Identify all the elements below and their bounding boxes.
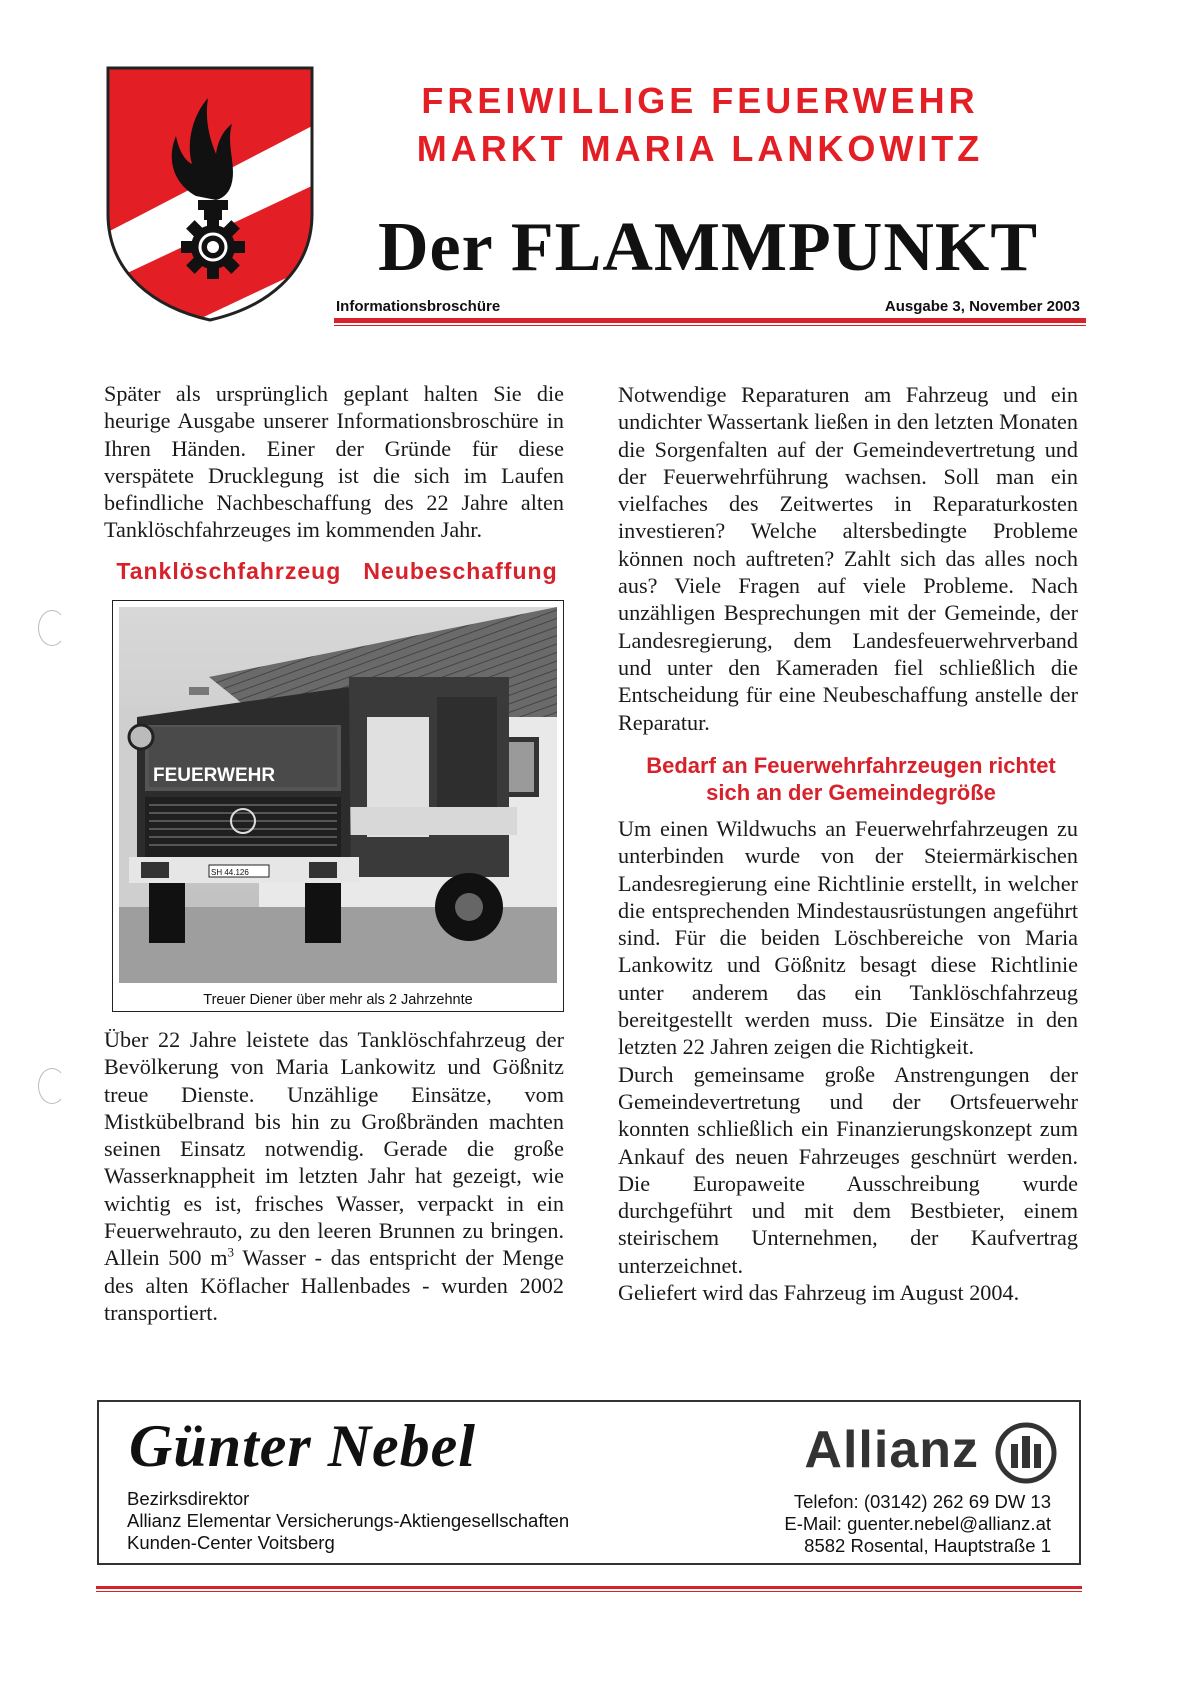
issue-date: Ausgabe 3, November 2003 <box>884 298 1080 315</box>
advertiser-company: Allianz Elementar Versicherungs-Aktiengesellschaften <box>127 1510 570 1531</box>
advertisement-box <box>97 1400 1081 1565</box>
left-body-paragraph <box>104 1026 564 1326</box>
punch-hole <box>38 610 66 646</box>
right-heading-line2: sich an der Gemeindegröße <box>706 780 996 805</box>
right-para1-text: Notwendige Reparaturen am Fahrzeug und ein undichter Wassertank ließen in den letzten Monaten die Sorgenfalten auf der Gemeindevertretung und der Feuerwehrführung wachsen. Soll man ein vielfaches des Zeitwertes in Reparaturkosten investieren? Welche altersbedingte Probleme können noch auftreten? Zahlt sich das alles noch aus? Viele Fragen auf viele Probleme. Nach unzähligen Besprechungen mit der Gemeinde, der Landesregierung, dem Landesfeuerwehrverband und unter den Kameraden fiel schließlich die Entscheidung für eine Neubeschaffung anstelle der Reparatur. <box>618 382 1078 735</box>
right-heading-line1: Bedarf an Feuerwehrfahrzeugen richtet <box>646 753 1056 778</box>
footer-rule-thin <box>96 1591 1082 1592</box>
masthead-title: Der FLAMMPUNKT <box>377 209 1039 286</box>
fire-truck-image <box>119 607 557 983</box>
right-para2-text: Um einen Wildwuchs an Feuerwehrfahrzeugen zu unterbinden wurde von der Steiermärkischen Landesregierung eine Richtlinie erstellt, in welcher die entsprechenden Mindestausrüstungen angeführt sind. Für die beiden Löschbereiche von Maria Lankowitz und Gößnitz besagt diese Richtlinie unter anderem das ein Tanklöschfahrzeug bereitgestellt werden muss. Die Einsätze in den letzten 22 Jahren zeigen die Richtigkeit. <box>618 816 1078 1060</box>
right-para4-text: Geliefert wird das Fahrzeug im August 2004. <box>618 1280 1020 1306</box>
truck-photo <box>112 600 564 1012</box>
advertiser-address: 8582 Rosental, Hauptstraße 1 <box>804 1535 1051 1556</box>
allianz-logo-icon <box>995 1422 1057 1484</box>
header-rule <box>334 318 1086 323</box>
photo-caption: Treuer Diener über mehr als 2 Jahrzehnte <box>203 992 473 1008</box>
advertiser-center: Kunden-Center Voitsberg <box>127 1532 335 1553</box>
allianz-wordmark: Allianz <box>804 1421 979 1479</box>
advertiser-contact <box>784 1491 1051 1557</box>
org-name-line1: FREIWILLIGE FEUERWEHR <box>421 80 979 121</box>
left-section-heading: Tanklöschfahrzeug Neubeschaffung <box>116 558 558 584</box>
fire-brigade-crest-icon <box>104 64 316 322</box>
advertiser-email: E-Mail: guenter.nebel@allianz.at <box>784 1513 1051 1534</box>
intro-text: Später als ursprünglich geplant halten Sie die heurige Ausgabe unserer Informationsbroschüre in Ihren Händen. Einer der Gründe für diese verspätete Drucklegung ist die sich im Laufen befindliche Nachbeschaffung des 22 Jahre alten Tanklöschfahrzeuges im kommenden Jahr. <box>104 381 564 543</box>
footer-rule <box>96 1586 1082 1589</box>
license-plate: SH 44.126 <box>211 868 249 877</box>
intro-paragraph <box>104 380 564 544</box>
left-body-text <box>104 1026 564 1326</box>
right-paragraph-2 <box>618 815 1078 1306</box>
org-name-line2: MARKT MARIA LANKOWITZ <box>416 128 984 169</box>
superscript-three: 3 <box>227 1244 234 1260</box>
advertiser-details <box>127 1488 569 1554</box>
right-paragraph-1 <box>618 381 1078 736</box>
header-rule-thin <box>334 325 1086 326</box>
right-para3-text: Durch gemeinsame große Anstrengungen der Gemeindevertretung und der Ortsfeuerwehr konnten schließlich ein Finanzierungskonzept zum Ankauf des neuen Fahrzeuges geschnürt werden. Die Europaweite Ausschreibung wurde durchgeführt und mit dem Bestbieter, einem steirischem Unternehmen, der Kaufvertrag unterzeichnet. <box>618 1061 1078 1278</box>
advertiser-phone: Telefon: (03142) 262 69 DW 13 <box>793 1491 1051 1512</box>
right-section-heading <box>618 752 1084 806</box>
left-body-part1: Über 22 Jahre leistete das Tanklöschfahrzeug der Bevölkerung von Maria Lankowitz und Gößnitz treue Dienste. Unzählige Einsätze, vom Mistkübelbrand bis hin zu Großbränden machten seinen Einsatz notwendig. Gerade die große Wasserknappheit im letzten Jahr hat gezeigt, wie wichtig es ist, frisches Wasser, verpackt in ein Feuerwehrauto, zu den leeren Brunnen zu bringen. Allein 500 m <box>104 1027 564 1271</box>
punch-hole <box>38 1068 66 1104</box>
advertiser-title: Bezirksdirektor <box>127 1488 250 1509</box>
left-body-part2: Wasser - das entspricht der Menge des alten Köflacher Hallenbades - wurden 2002 transportiert. <box>104 1245 564 1325</box>
truck-lettering: FEUERWEHR <box>153 765 276 786</box>
advertiser-name: Günter Nebel <box>129 1413 476 1479</box>
subtitle-left: Informationsbroschüre <box>336 298 501 315</box>
